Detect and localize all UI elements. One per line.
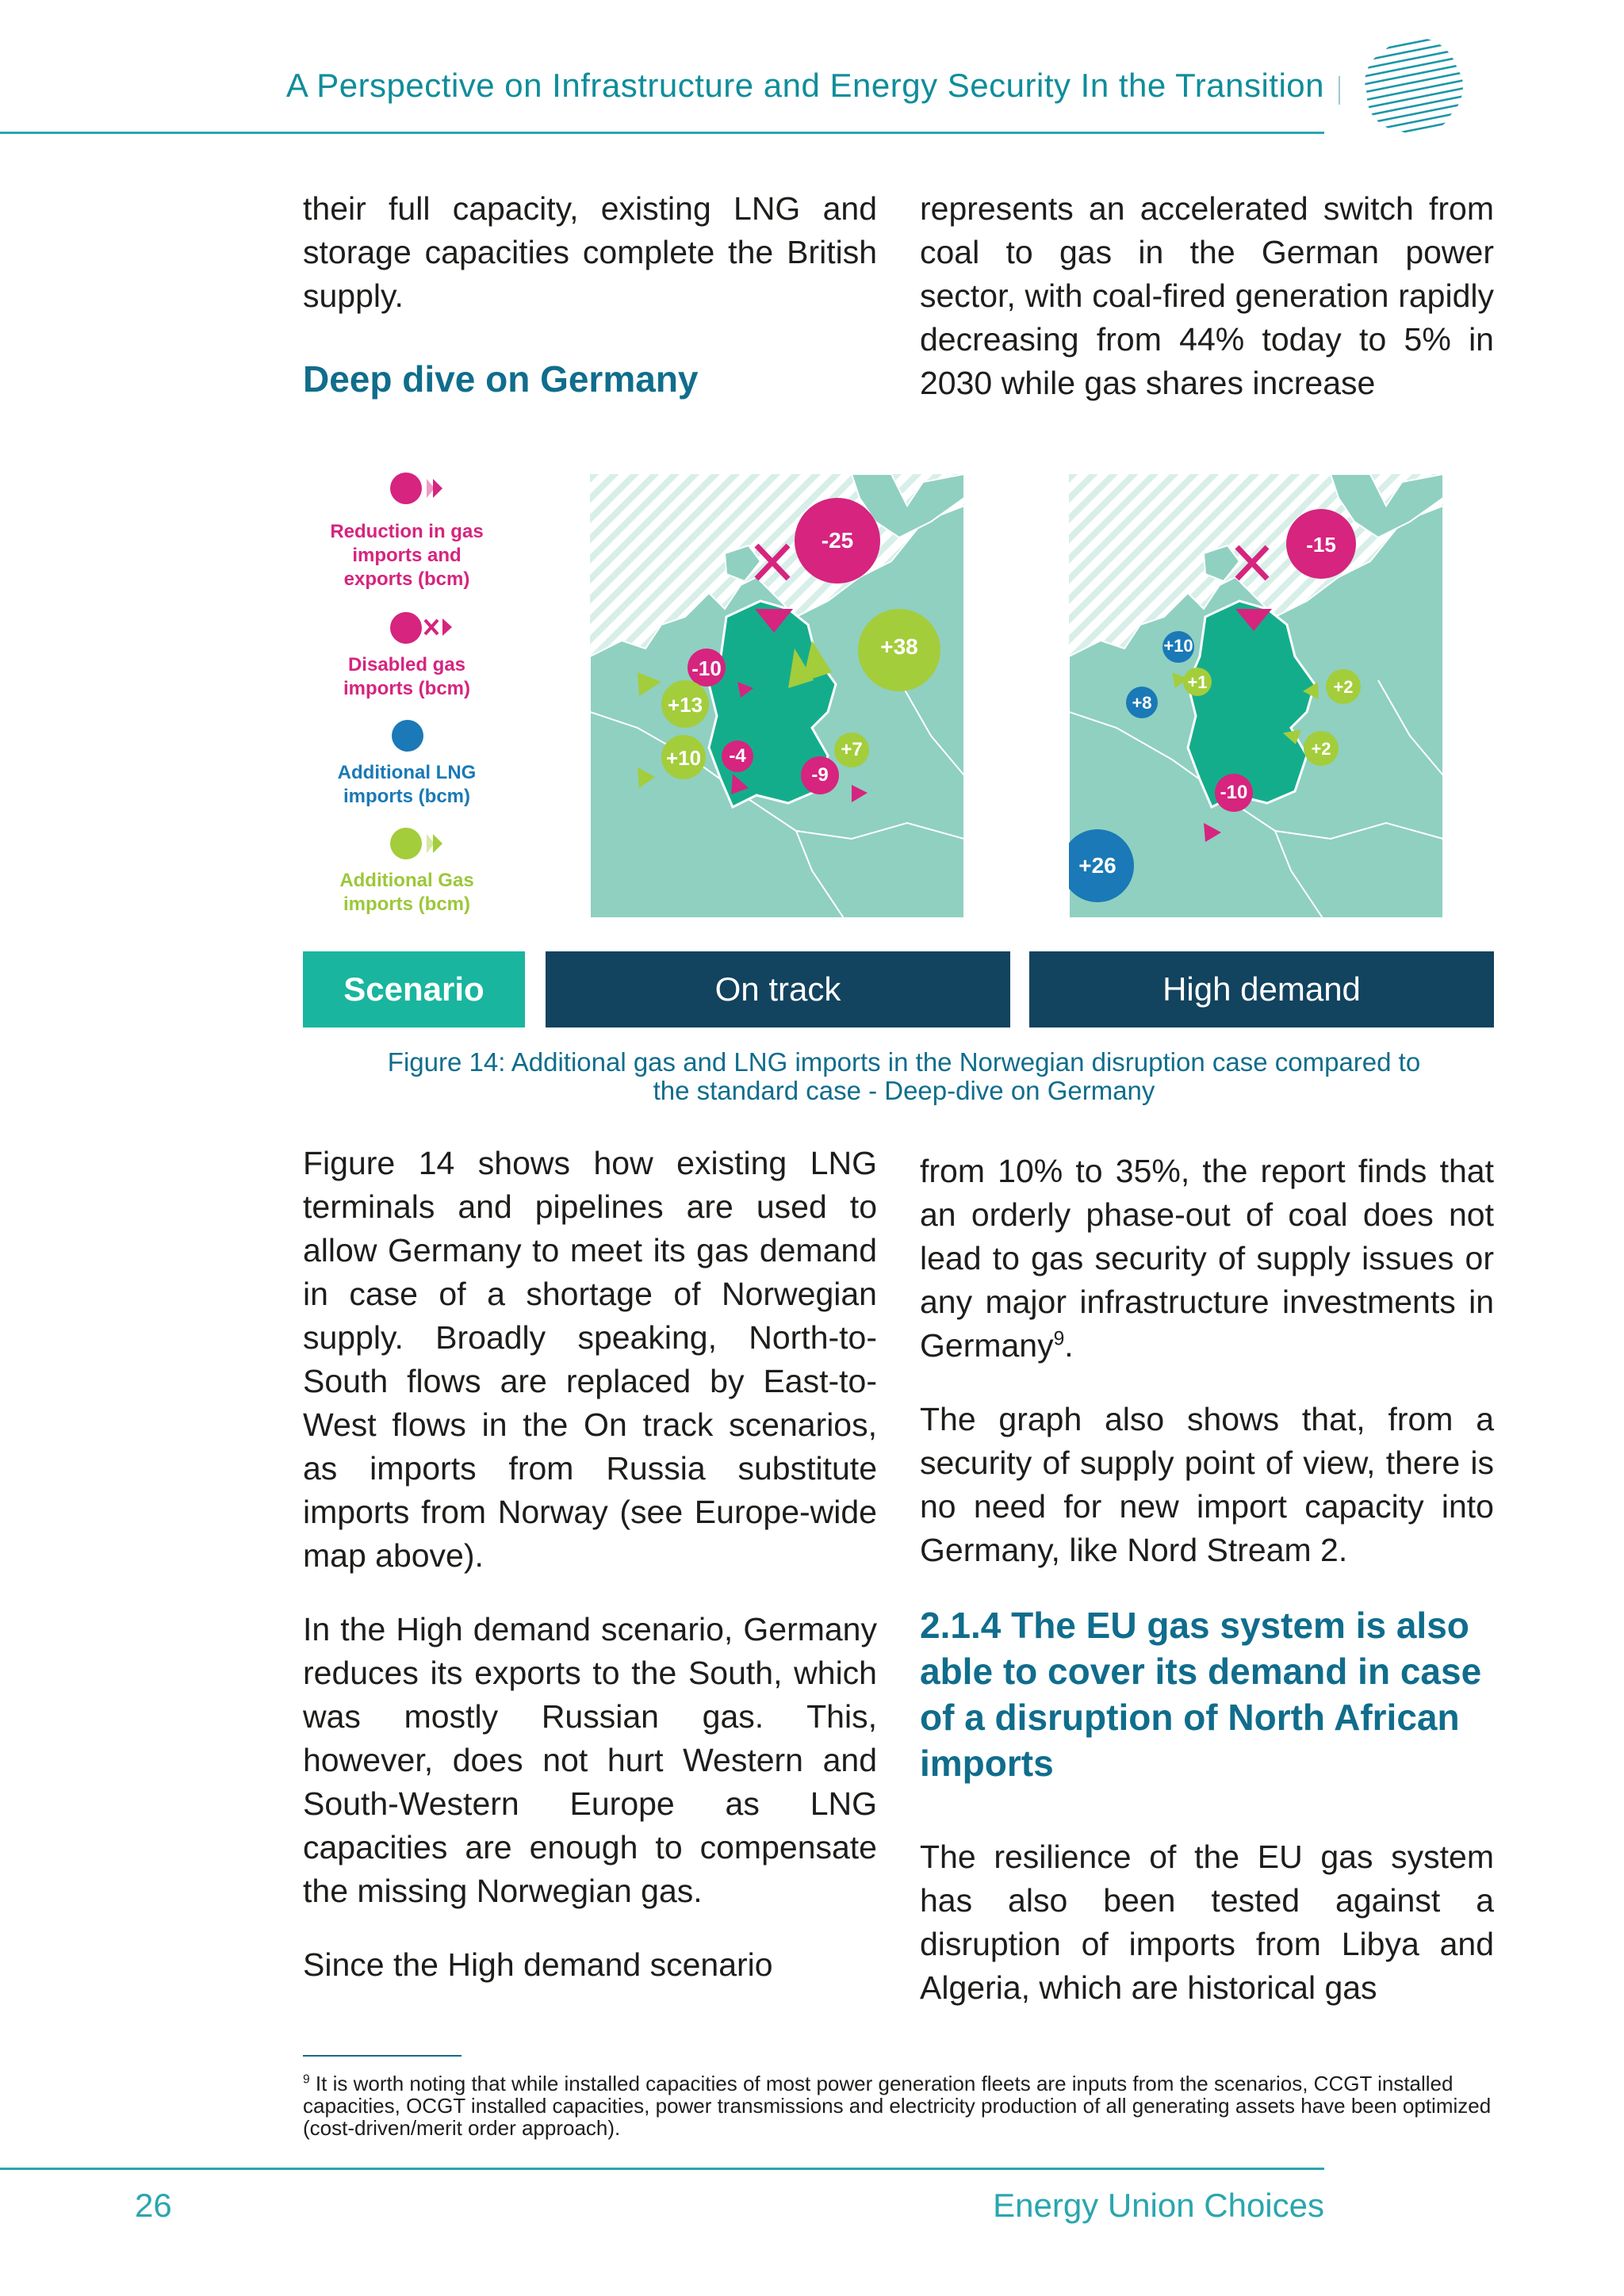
footnote-ref[interactable]: 9 <box>1053 1328 1065 1350</box>
legend-lng-label: Additional LNG imports (bcm) <box>337 762 477 807</box>
map-on-track-markers <box>590 474 964 918</box>
footer-title: Energy Union Choices <box>993 2187 1324 2224</box>
map-on-track-label-e: +10 <box>665 746 702 770</box>
map-on-track-label-h: -9 <box>811 764 829 786</box>
map-on-track-label-a: -25 <box>821 528 854 553</box>
body-left-p2: In the High demand scenario, Germany reduces its exports to the South, which was mostly Russian gas. This, however, does not hurt Western and South-Western Europe as LNG capacities are enough to compensate the missing Norwegian gas. <box>303 1611 877 1909</box>
body-right-p3: The resilience of the EU gas system has also been tested against a disruption of imports from Libya and Algeria, which are historical gas <box>920 1839 1494 2006</box>
legend-reduction-icon <box>381 469 460 514</box>
map-on-track-label-f: -4 <box>729 745 746 767</box>
footnote-mark: 9 <box>303 2072 310 2087</box>
map-on-track-label-b: +38 <box>880 634 918 659</box>
top-right-text: represents an accelerated switch from coal to gas in the German power sector, with coal-fired generation rapidly decreasing from 44% today to 5% in 2030 while gas shares increase <box>920 190 1494 401</box>
map-on-track-label-g: +7 <box>841 739 863 760</box>
section-heading-germany: Deep dive on Germany <box>303 358 699 400</box>
map-high-demand-label-h: +26 <box>1078 853 1116 878</box>
map-high-demand-label-g: -10 <box>1220 782 1248 803</box>
legend-additional-gas-label: Additional Gas imports (bcm) <box>339 870 474 915</box>
footnote <box>303 2072 1492 2139</box>
top-right-column <box>920 187 1494 435</box>
body-right-p2: The graph also shows that, from a security of supply point of view, there is no need for new import capacity into Germany, like Nord Stream 2. <box>920 1401 1494 1568</box>
legend-additional-gas-icon <box>381 825 460 866</box>
logo-icon <box>1358 32 1469 143</box>
scenario-on-track-text: On track <box>714 970 841 1008</box>
figure-caption-line2: the standard case - Deep-dive on Germany <box>653 1076 1155 1105</box>
body-right-column <box>920 1150 1494 2040</box>
map-on-track-label-c: -10 <box>691 656 722 680</box>
figure-caption-line1: Figure 14: Additional gas and LNG imports in the Norwegian disruption case compared to <box>387 1047 1421 1077</box>
legend-disabled-icon <box>381 607 460 652</box>
map-high-demand-label-e: +2 <box>1333 677 1354 697</box>
page-number: 26 <box>135 2187 172 2224</box>
body-left-p3: Since the High demand scenario <box>303 1946 773 1983</box>
header-separator <box>1339 76 1340 105</box>
body-left-p1: Figure 14 shows how existing LNG terminals and pipelines are used to allow Germany to meet its gas demand in case of a shortage of Norwegian supply. Broadly speaking, North-to-South flows are replaced by East-to-West flows in the On track scenarios, as imports from Russia substitute imports from Norway (see Europe-wide map above). <box>303 1145 877 1574</box>
scenario-label-text: Scenario <box>343 970 485 1008</box>
scenario-high-demand-text: High demand <box>1162 970 1361 1008</box>
header-title: A Perspective on Infrastructure and Energy Security In the Transition <box>285 67 1324 104</box>
scenario-high-demand <box>1029 951 1494 1027</box>
body-right-p1: from 10% to 35%, the report finds that an orderly phase-out of coal does not lead to gas security of supply issues or any major infrastructure investments in Germany$^9$. <box>920 1153 1494 1364</box>
map-high-demand-label-d: +8 <box>1132 693 1152 713</box>
scenario-label <box>303 951 525 1027</box>
header-rule <box>0 132 1324 134</box>
footnote-rule <box>303 2055 462 2057</box>
map-high-demand-label-c: +1 <box>1187 672 1208 692</box>
top-left-column <box>303 187 877 402</box>
map-high-demand-label-a: -15 <box>1306 533 1336 557</box>
top-left-text: their full capacity, existing LNG and storage capacities complete the British supply. <box>303 190 877 314</box>
map-on-track-label-d: +13 <box>667 693 703 717</box>
figure-caption <box>317 1048 1491 1105</box>
footnote-text: It is worth noting that while installed capacities of most power generation fleets are inputs from the scenarios, CCGT installed capacities, OCGT installed capacities, power transmissions and electricity production of all generating assets have been optimized (cost-driven/merit order approach). <box>303 2072 1492 2140</box>
section-heading-2-1-4: 2.1.4 The EU gas system is also able to cover its demand in case of a disruption of North African imports <box>920 1605 1482 1784</box>
footer-rule <box>0 2168 1324 2170</box>
legend-disabled-label: Disabled gas imports (bcm) <box>343 654 470 699</box>
scenario-on-track <box>546 951 1010 1027</box>
legend-reduction-label: Reduction in gas imports and exports (bcm) <box>330 521 484 590</box>
body-left-column <box>303 1142 877 2017</box>
legend-lng-icon <box>389 717 433 756</box>
map-high-demand-label-f: +2 <box>1311 739 1331 759</box>
map-high-demand-label-b: +10 <box>1163 636 1193 656</box>
